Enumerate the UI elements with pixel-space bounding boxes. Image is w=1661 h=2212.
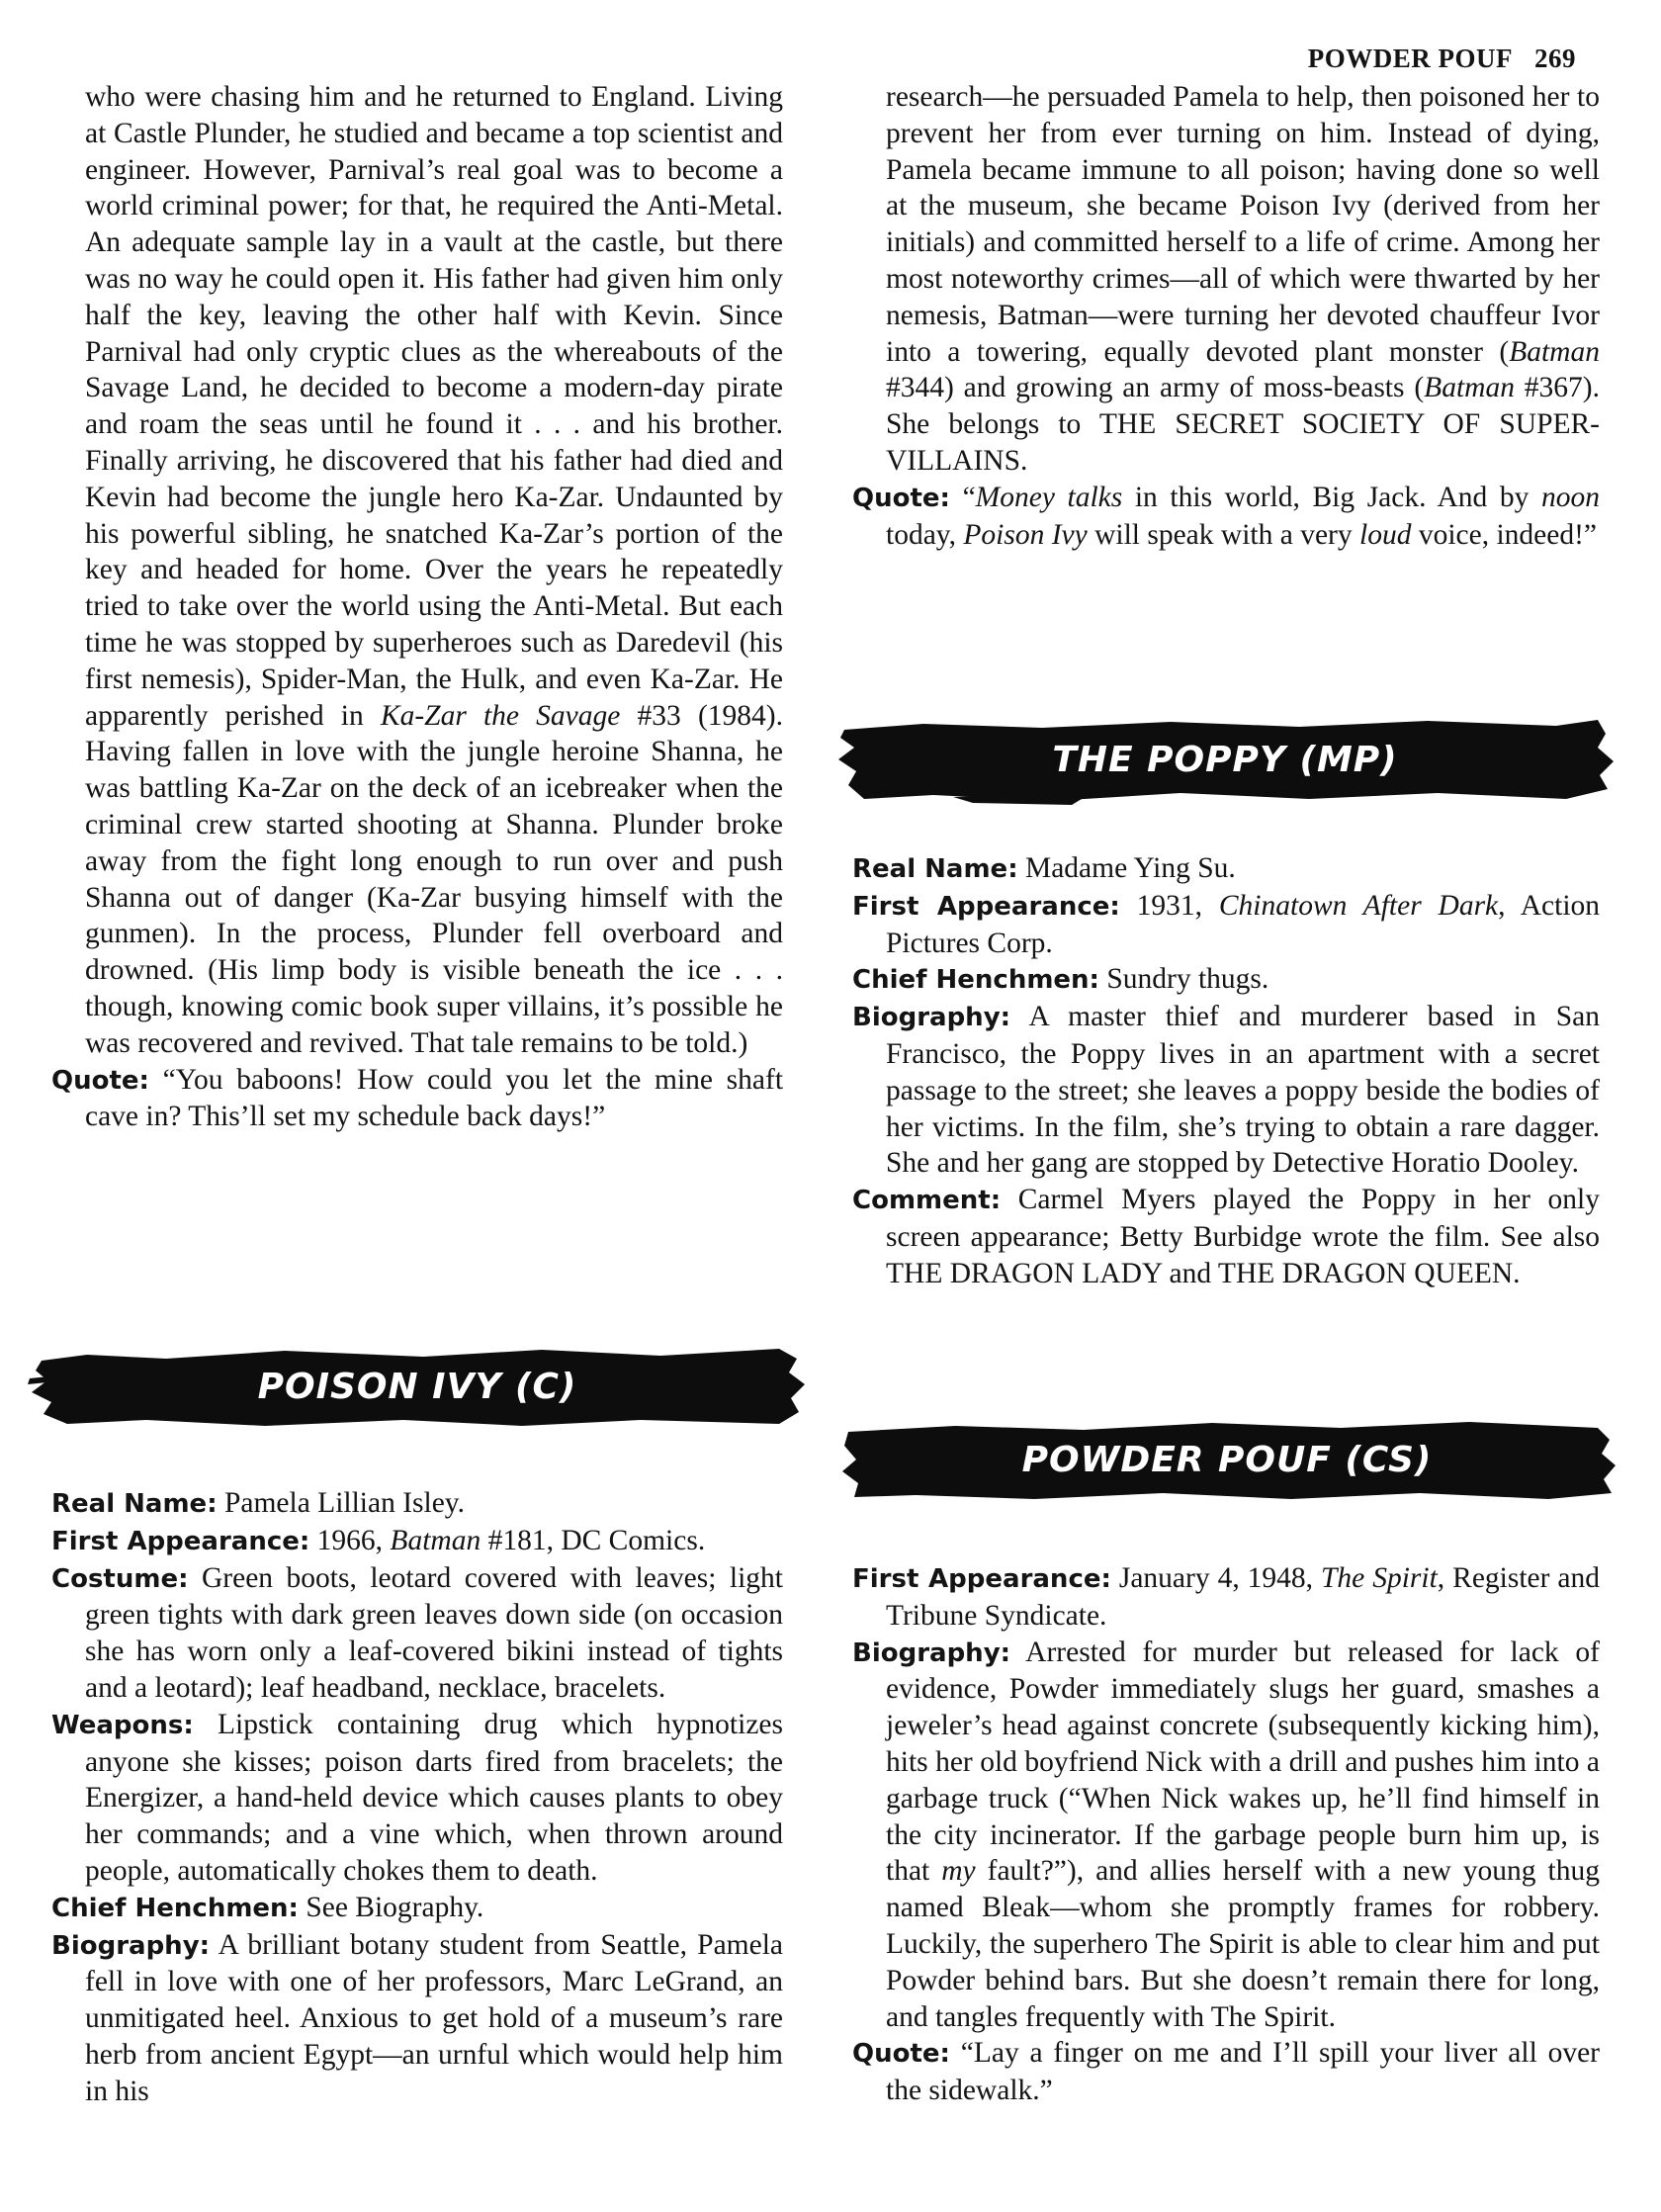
field-chief-henchmen: Chief Henchmen: Sundry thugs. — [852, 963, 1269, 996]
poison-ivy-entry — [51, 1485, 783, 2110]
banner-powder-pouf — [836, 1414, 1617, 1505]
plunder-biography-text: who were chasing him and he returned to England. Living at Castle Plunder, he studied and became a top scientist and engineer. However, Parnival’s real goal was to become a world criminal power; for that, he required the Anti-Metal. An adequate sample lay in a vault at the castle, but there was no way he could open it. His father had given him only half the key, leaving the other half with Kevin. Since Parnival had only cryptic clues as the whereabouts of the Savage Land, he decided to become a modern-day pirate and roam the seas until he found it . . . and his brother. Finally arriving, he discovered that his father had died and Kevin had become the jungle hero Ka-Zar. Undaunted by his powerful sibling, he snatched Ka-Zar’s portion of the key and headed for home. Over the years he repeatedly tried to take over the world using the Anti-Metal. But each time he was stopped by superheroes such as Daredevil (his first nemesis), Spider-Man, the Hulk, and even Ka-Zar. He apparently perished in Ka-Zar the Savage #33 (1984). Having fallen in love with the jungle heroine Shanna, he was battling Ka-Zar on the deck of an icebreaker when the criminal crew started shooting at Shanna. Plunder broke away from the fight long enough to run over and push Shanna out of danger (Ka-Zar busying himself with the gunmen). In the process, Plunder fell overboard and drowned. (His limp body is visible beneath the ice . . . though, knowing comic book super villains, it’s possible he was recovered and revived. That tale remains to be told.) — [85, 81, 783, 1059]
running-header-title: POWDER POUF — [1307, 44, 1513, 73]
field-real-name: Real Name: Madame Ying Su. — [852, 852, 1236, 884]
banner-the-poppy — [834, 714, 1616, 805]
running-header — [1308, 44, 1576, 74]
field-biography: Biography: A brilliant botany student from Seattle, Pamela fell in love with one of her professors, Marc LeGrand, an unmitigated heel. Anxious to get hold of a museum’s rare herb from ancient Egypt—an urnful which would help him in his — [51, 1928, 784, 2107]
page-number: 269 — [1534, 44, 1576, 73]
the-poppy-entry — [852, 850, 1600, 1292]
banner-title: POWDER POUF (CS) — [1021, 1439, 1433, 1480]
field-biography: Biography: Arrested for murder but released for lack of evidence, Powder immediately slugs her guard, smashes a jeweler’s head against concrete (subsequently kicking him), hits her old boyfriend Nick with a drill and pushes him into a garbage truck (“When Nick wakes up, he’ll find himself in the city incinerator. If the garbage people burn him up, is that my fault?”), and allies herself with a new young thug named Bleak—whom she promptly frames for robbery. Luckily, the superhero The Spirit is able to clear him and put Powder behind bars. But she doesn’t remain there for long, and tangles frequently with The Spirit. — [852, 1636, 1600, 2033]
field-quote: Quote: “Lay a finger on me and I’ll spill your liver all over the sidewalk.” — [852, 2037, 1600, 2107]
poison-ivy-continuation — [852, 79, 1600, 553]
poison-ivy-biography-continued: research—he persuaded Pamela to help, then poisoned her to prevent her from ever turning on him. Instead of dying, Pamela became immune to all poison; having done so well at the museum, she became Poison Ivy (derived from her initials) and committed herself to a life of crime. Among her most noteworthy crimes—all of which were thwarted by her nemesis, Batman—were turning her devoted chauffeur Ivor into a towering, equally devoted plant monster (Batman #344) and growing an army of moss-beasts (Batman #367). She belongs to THE SECRET SOCIETY OF SUPER-VILLAINS. — [886, 81, 1601, 477]
plunder-quote: Quote: “You baboons! How could you let the mine shaft cave in? This’ll set my schedule back days!” — [51, 1063, 784, 1133]
field-biography: Biography: A master thief and murderer based in San Francisco, the Poppy lives in an apartment with a secret passage to the street; she leaves a poppy beside the bodies of her victims. In the film, she’s trying to obtain a rare dagger. She and her gang are stopped by Detective Horatio Dooley. — [852, 1001, 1600, 1180]
field-comment: Comment: Carmel Myers played the Poppy in her only screen appearance; Betty Burbidge wrote the film. See also THE DRAGON LADY and THE DRAGON QUEEN. — [852, 1184, 1600, 1289]
banner-title: THE POPPY (MP) — [1052, 739, 1398, 780]
field-first-appearance: First Appearance: 1966, Batman #181, DC Comics. — [51, 1524, 706, 1556]
powder-pouf-entry — [852, 1560, 1600, 2109]
field-first-appearance: First Appearance: January 4, 1948, The Spirit, Register and Tribune Syndicate. — [852, 1562, 1601, 1632]
banner-poison-ivy — [28, 1341, 807, 1432]
field-weapons: Weapons: Lipstick containing drug which hypnotizes anyone she kisses; poison darts fired from bracelets; the Energizer, a hand-held device which causes plants to obey her commands; and a vine which, when thrown around people, automatically chokes them to death. — [51, 1708, 783, 1887]
field-costume: Costume: Green boots, leotard covered with leaves; light green tights with dark green leaves down side (on occasion she has worn only a leaf-covered bikini instead of tights and a leotard); leaf headband, necklace, bracelets. — [51, 1561, 784, 1704]
banner-title: POISON IVY (C) — [257, 1366, 577, 1407]
field-real-name: Real Name: Pamela Lillian Isley. — [51, 1487, 465, 1519]
poison-ivy-quote: Quote: “Money talks in this world, Big Jack. And by noon today, Poison Ivy will speak with a very loud voice, indeed!” — [852, 481, 1601, 551]
field-chief-henchmen: Chief Henchmen: See Biography. — [51, 1891, 484, 1923]
field-first-appearance: First Appearance: 1931, Chinatown After Dark, Action Pictures Corp. — [852, 889, 1601, 959]
plunder-continuation — [51, 79, 783, 1135]
